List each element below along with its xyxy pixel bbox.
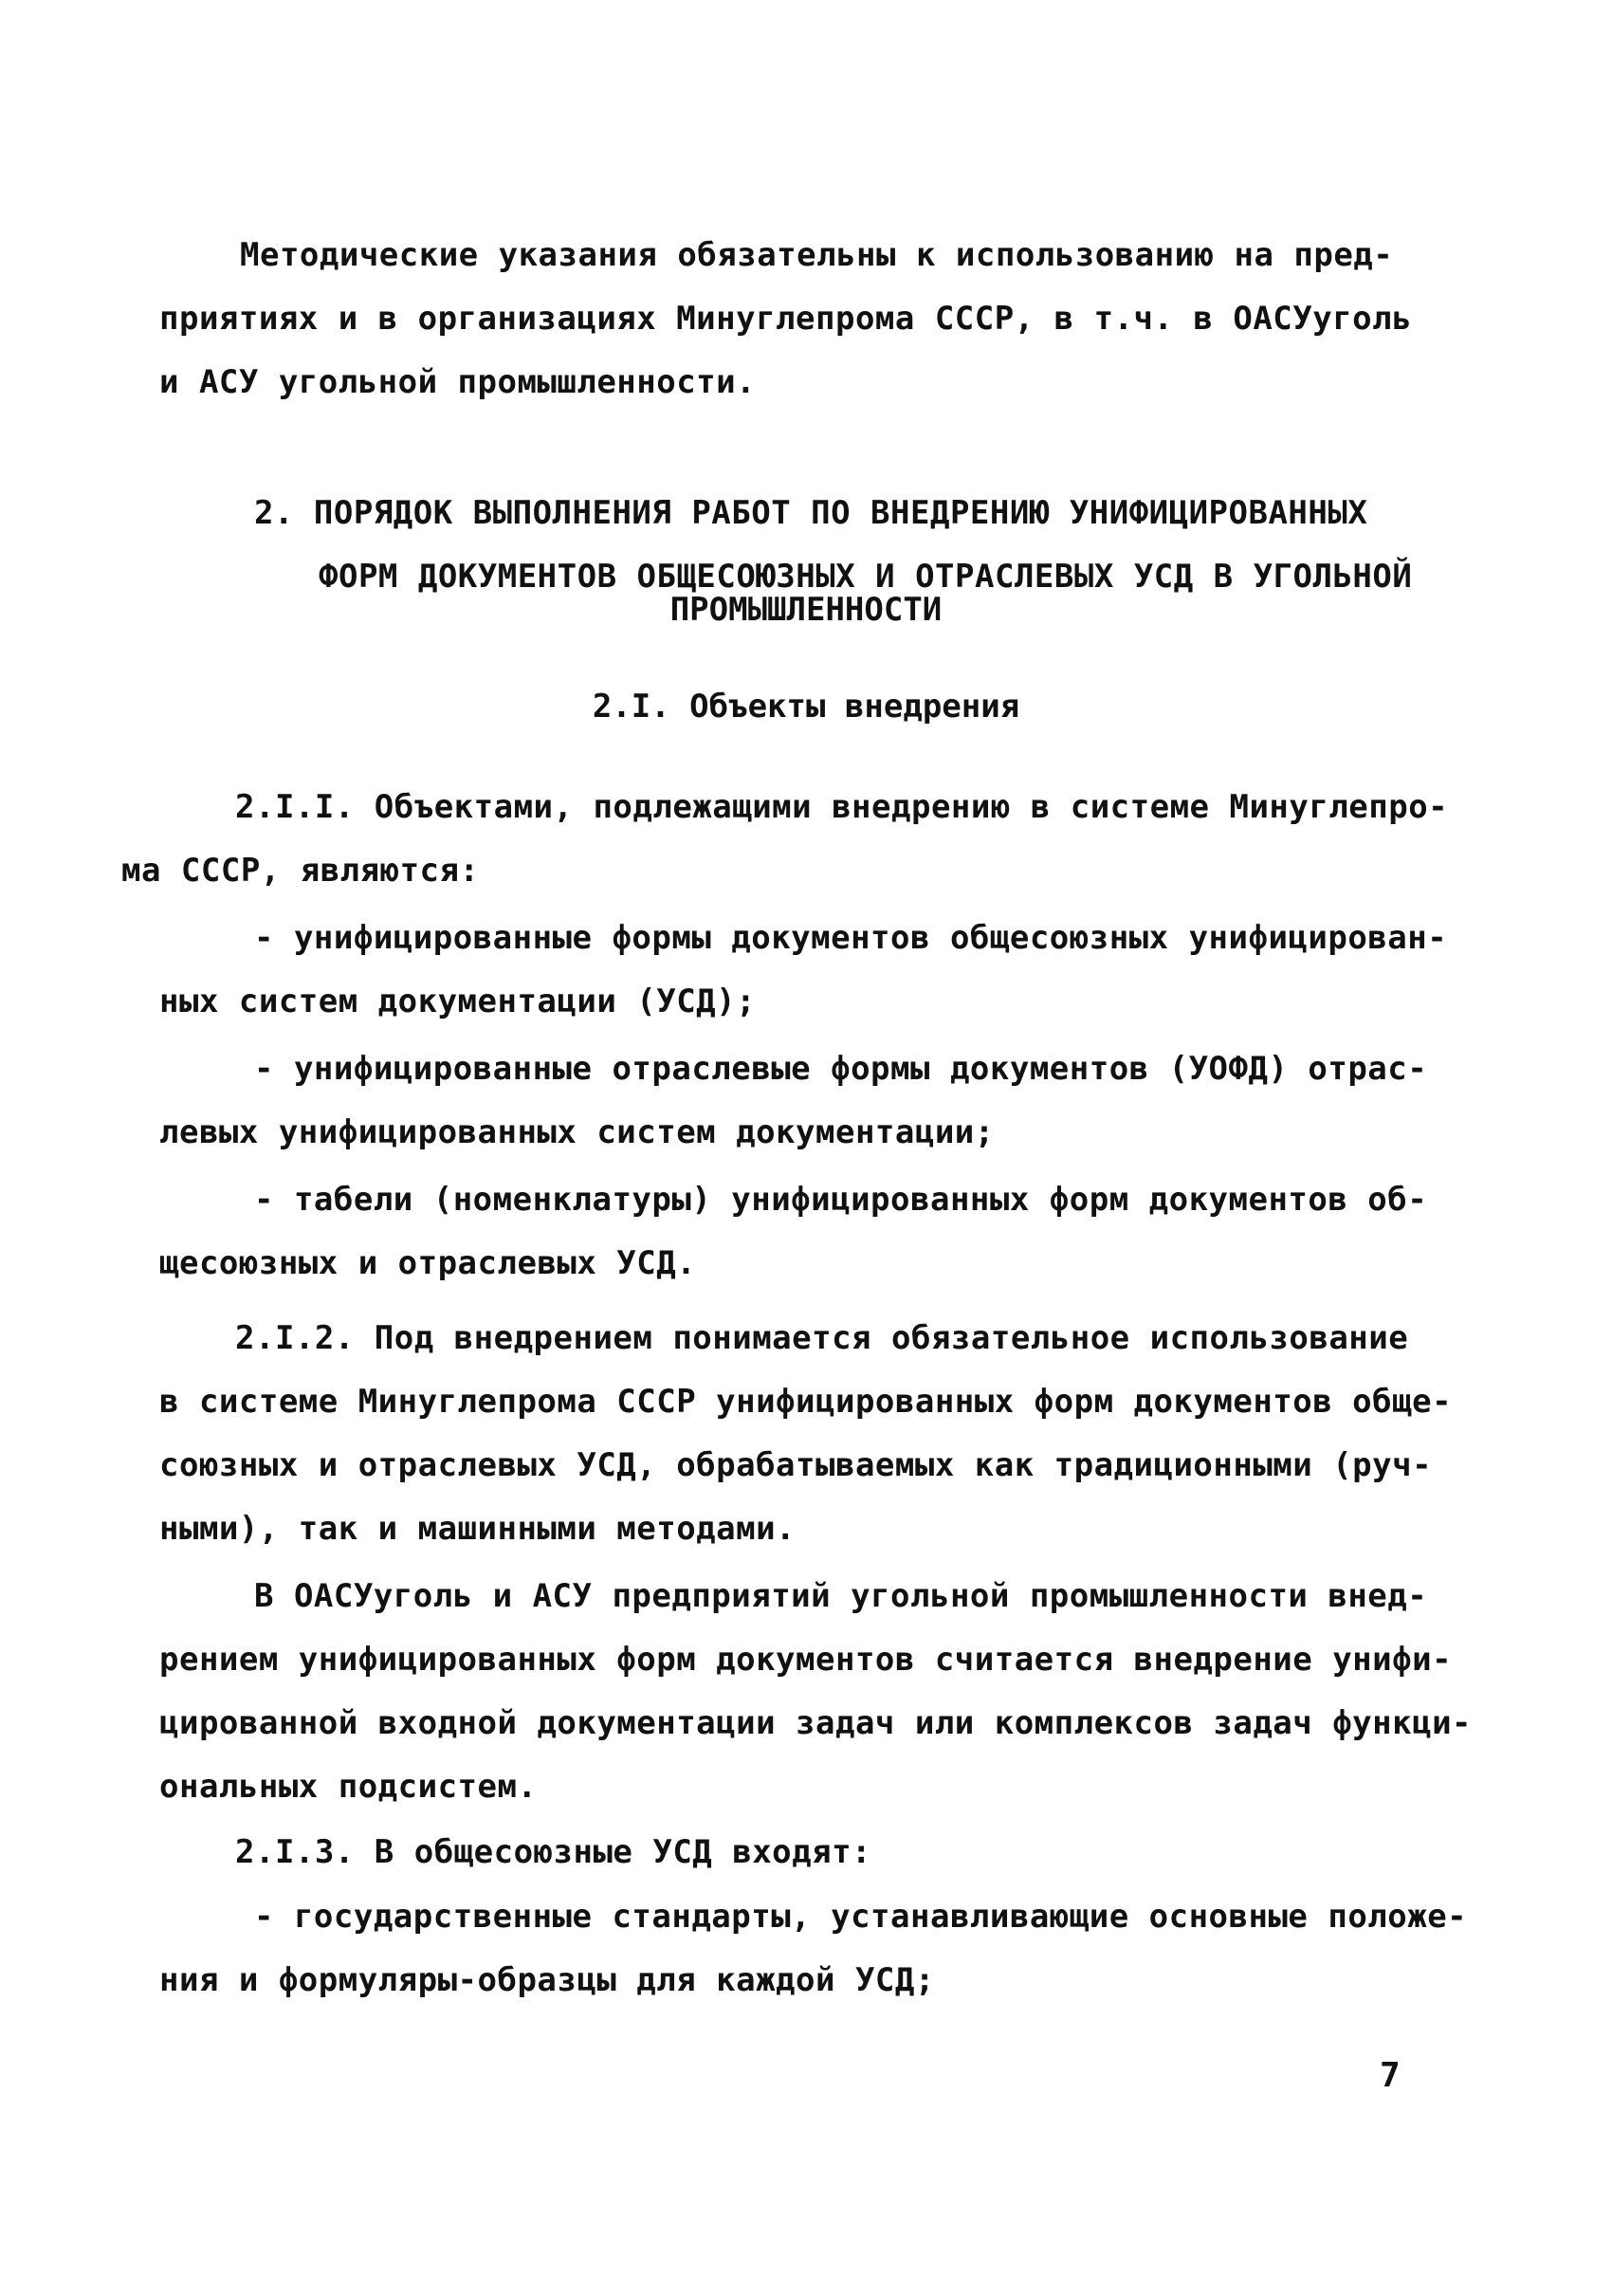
list-item-line: - государственные стандарты, устанавливающие основные положе- xyxy=(254,1898,1468,1936)
list-item-line: левых унифицированных систем документации; xyxy=(159,1113,995,1151)
paragraph-line: рением унифицированных форм документов считается внедрение унифи- xyxy=(159,1641,1453,1679)
paragraph-2-1-1 xyxy=(121,776,1458,903)
list-item-line: - унифицированные отраслевые формы документов (УОФД) отрас- xyxy=(254,1050,1428,1088)
section-heading-line: ПРОМЫШЛЕННОСТИ xyxy=(669,591,943,629)
paragraph-line: В ОАСУуголь и АСУ предприятий угольной промышленности внед- xyxy=(254,1577,1428,1615)
paragraph-line: союзных и отраслевых УСД, обрабатываемых как традиционными (руч- xyxy=(159,1446,1433,1484)
page-number: 7 xyxy=(1380,2056,1401,2095)
list-item-line: ных систем документации (УСД); xyxy=(159,983,757,1020)
list-item-line: - унифицированные формы документов общесоюзных унифицирован- xyxy=(254,919,1448,957)
list-item-line: ния и формуляры-образцы для каждой УСД; xyxy=(159,1961,935,1999)
section-heading-line: 2. ПОРЯДОК ВЫПОЛНЕНИЯ РАБОТ ПО ВНЕДРЕНИЮ УНИФИЦИРОВАННЫХ xyxy=(254,494,1368,532)
paragraph-line: ными), так и машинными методами. xyxy=(159,1510,797,1548)
paragraph-line: цированной входной документации задач или комплексов задач функци- xyxy=(159,1704,1473,1742)
paragraph-line: 2.I.2. Под внедрением понимается обязательное использование xyxy=(235,1319,1409,1357)
intro-line: и АСУ угольной промышленности. xyxy=(159,363,757,401)
intro-paragraph xyxy=(159,224,1458,414)
paragraph-2-1-2 xyxy=(159,1307,1458,1561)
paragraph-line: 2.I.I. Объектами, подлежащими внедрению в системе Минуглепро- xyxy=(235,788,1449,826)
paragraph-line: 2.I.3. В общесоюзные УСД входят: xyxy=(235,1833,872,1871)
list-item xyxy=(159,1885,1468,2012)
list-item-line: - табели (номенклатуры) унифицированных форм документов об- xyxy=(254,1181,1428,1219)
list-item xyxy=(159,907,1458,1034)
paragraph-line: в системе Минуглепрома СССР унифицированных форм документов обще- xyxy=(159,1383,1453,1421)
paragraph-line: ма СССР, являются: xyxy=(121,852,480,890)
section-heading-last xyxy=(0,579,1612,642)
list-item xyxy=(159,1168,1458,1295)
subsection-title xyxy=(0,675,1612,739)
paragraph-line: ональных подсистем. xyxy=(159,1768,538,1806)
paragraph-2-1-3 xyxy=(159,1821,1458,1884)
section-heading-line: ФОРМ ДОКУМЕНТОВ ОБЩЕСОЮЗНЫХ И ОТРАСЛЕВЫХ УСД В УГОЛЬНОЙ xyxy=(319,558,1413,596)
list-item xyxy=(159,1038,1458,1165)
paragraph-2-1-2-b xyxy=(159,1565,1473,1819)
list-item-line: щесоюзных и отраслевых УСД. xyxy=(159,1244,697,1282)
intro-line: Методические указания обязательны к использованию на пред- xyxy=(240,236,1394,274)
subsection-title-text: 2.I. Объекты внедрения xyxy=(592,688,1020,726)
intro-line: приятиях и в организациях Минуглепрома СССР, в т.ч. в ОАСУуголь xyxy=(159,300,1413,338)
